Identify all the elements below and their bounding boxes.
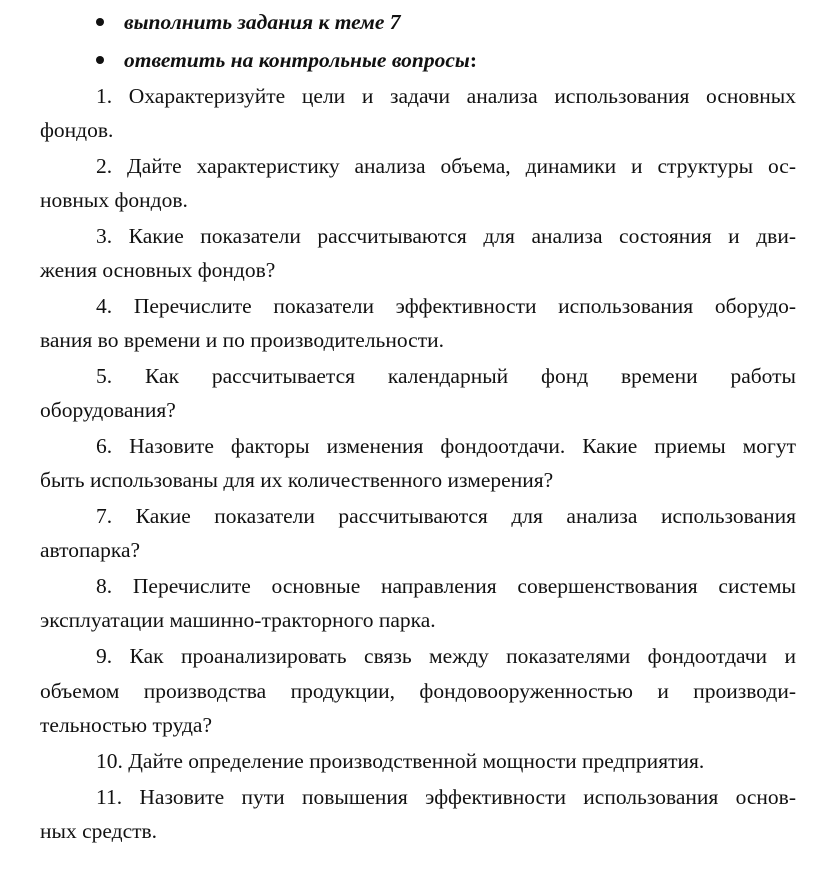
question-8-line-2: эксплуатации машинно-тракторного парка. (40, 608, 436, 632)
question-2-line-2: новных фондов. (40, 188, 188, 212)
question-3-line-1: 3. Какие показатели рассчитываются для анализа состояния и дви- (96, 224, 796, 248)
question-5-line-2: оборудования? (40, 398, 176, 422)
question-4-line-1: 4. Перечислите показатели эффективности использования оборудо- (96, 294, 796, 318)
bullet-icon (96, 56, 104, 64)
question-2-line-1: 2. Дайте характеристику анализа объема, динамики и структуры ос- (96, 154, 796, 178)
question-10-line-1: 10. Дайте определение производственной мощности предприятия. (96, 749, 705, 773)
question-9-line-1: 9. Как проанализировать связь между показателями фондоотдачи и (96, 644, 796, 668)
question-6-line-2: быть использованы для их количественного измерения? (40, 468, 554, 492)
question-4-line-2: вания во времени и по производительности. (40, 328, 444, 352)
question-11-line-2: ных средств. (40, 819, 158, 843)
question-6-line-1: 6. Назовите факторы изменения фондоотдачи. Какие приемы могут (96, 434, 796, 458)
question-1-line-2: фондов. (40, 118, 114, 142)
question-7-line-2: автопарка? (40, 538, 141, 562)
bullet-text: выполнить задания к теме 7 (124, 10, 401, 34)
question-5-line-1: 5. Как рассчитывается календарный фонд времени работы (96, 364, 796, 388)
question-3-line-2: жения основных фондов? (40, 258, 276, 282)
question-9-line-2: объемом производства продукции, фондовооруженностью и производи- (40, 679, 796, 703)
question-11-line-1: 11. Назовите пути повышения эффективности использования основ- (96, 785, 796, 809)
bullet-icon (96, 18, 104, 26)
question-9-line-3: тельностью труда? (40, 713, 212, 737)
question-1-line-1: 1. Охарактеризуйте цели и задачи анализа использования основных (96, 84, 796, 108)
bullet-text: ответить на контрольные вопросы: (124, 48, 477, 72)
question-8-line-1: 8. Перечислите основные направления совершенствования системы (96, 574, 796, 598)
question-7-line-1: 7. Какие показатели рассчитываются для анализа использования (96, 504, 796, 528)
